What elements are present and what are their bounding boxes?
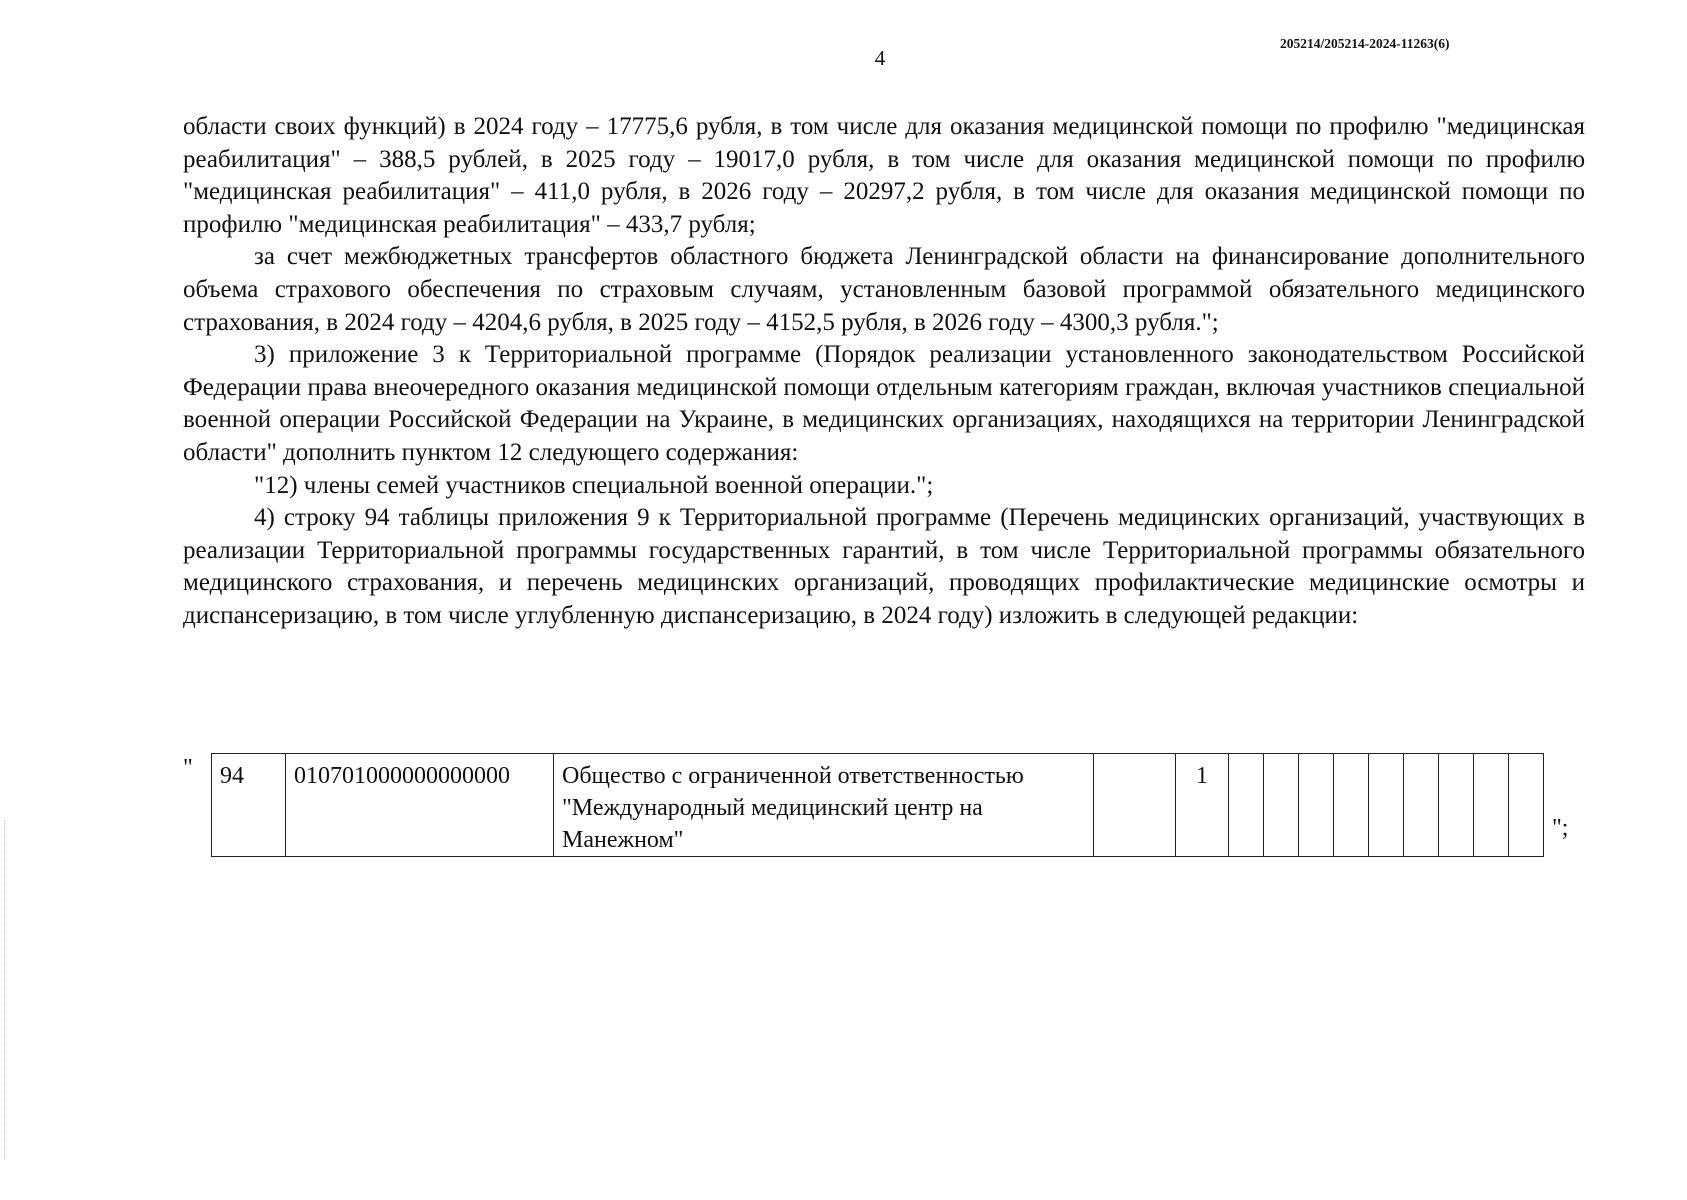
table-close-quote: "; — [1552, 815, 1569, 841]
paragraph-1: области своих функций) в 2024 году – 17775,6 рубля, в том числе для оказания медицинской помощи по профилю "медицинская реабилитация" – 388,5 рублей, в 2025 году – 19017,0 рубля, в том числе для оказания медицинской помощи по профилю "медицинская реабилитация" – 411,0 рубля, в 2026 году – 20297,2 рубля, в том числе для оказания медицинской помощи по профилю "медицинская реабилитация" – 433,7 рубля; — [183, 113, 1585, 238]
paragraph-3: 3) приложение 3 к Территориальной программе (Порядок реализации установленного законодательством Российской Федерации права внеочередного оказания медицинской помощи отдельным категориям граждан, включая участников специальной военной операции Российской Федерации на Украине, в медицинских организациях, находящихся на территории Ленинградской области" дополнить пунктом 12 следующего содержания: — [183, 341, 1585, 466]
row-empty-cell — [1334, 754, 1369, 857]
row-empty-cell — [1264, 754, 1299, 857]
row-flag-cell: 1 — [1176, 754, 1229, 857]
table-open-quote: " — [183, 755, 193, 781]
row-name-cell: Общество с ограниченной ответственностью "Международный медицинский центр на Манежном" — [554, 754, 1094, 857]
paragraph-5: 4) строку 94 таблицы приложения 9 к Территориальной программе (Перечень медицинских организаций, участвующих в реализации Территориальной программы государственных гарантий, в том числе Территориальной программы обязательного медицинского страхования, и перечень медицинских организаций, проводящих профилактические медицинские осмотры и диспансеризацию, в том числе углубленную диспансеризацию, в 2024 году) изложить в следующей редакции: — [183, 504, 1585, 629]
row-empty-cell — [1369, 754, 1404, 857]
row-code-cell: 010701000000000000 — [286, 754, 554, 857]
row-empty-cell — [1229, 754, 1264, 857]
paragraph-2: за счет межбюджетных трансфертов областного бюджета Ленинградской области на финансирование дополнительного объема страхового обеспечения по страховым случаям, установленным базовой программой обязательного медицинского страхования, в 2024 году – 4204,6 рубля, в 2025 году – 4152,5 рубля, в 2026 году – 4300,3 рубля."; — [183, 243, 1585, 336]
row-empty-cell — [1299, 754, 1334, 857]
row-empty-cell — [1439, 754, 1474, 857]
row-empty-cell — [1094, 754, 1176, 857]
row-empty-cell — [1509, 754, 1544, 857]
row-empty-cell — [1474, 754, 1509, 857]
table-row — [212, 754, 1544, 857]
document-body — [183, 111, 1585, 633]
page-number: 4 — [874, 46, 886, 70]
scan-margin-artifact — [4, 820, 7, 1160]
row-empty-cell — [1404, 754, 1439, 857]
row-number-cell: 94 — [212, 754, 286, 857]
organization-table — [211, 753, 1544, 857]
document-id: 205214/205214-2024-11263(6) — [1280, 36, 1450, 51]
paragraph-4: "12) члены семей участников специальной военной операции."; — [254, 471, 934, 499]
